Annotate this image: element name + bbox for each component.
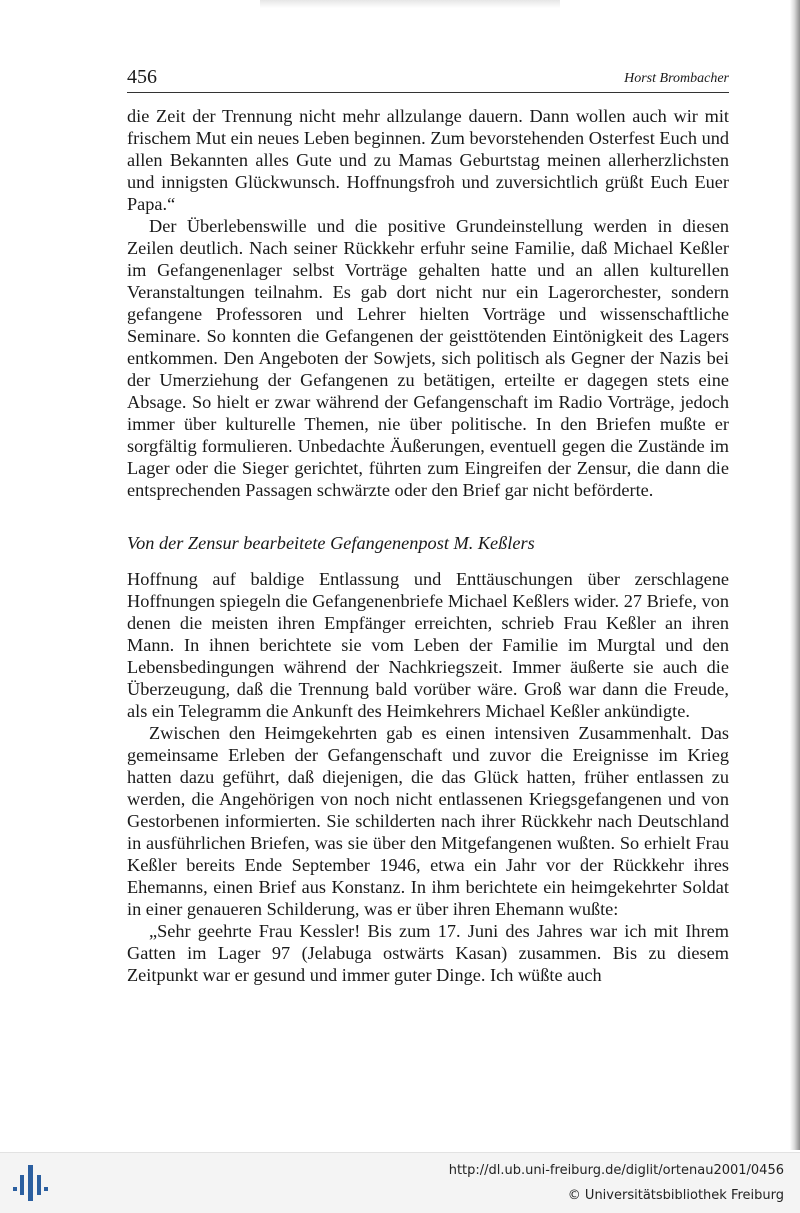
- page-number: 456: [127, 66, 157, 88]
- logo-bar: [37, 1175, 41, 1195]
- page-top-shadow: [260, 0, 560, 8]
- logo-bar: [13, 1187, 17, 1191]
- footer-copyright: © Universitätsbibliothek Freiburg: [567, 1188, 784, 1203]
- body-text: [127, 105, 729, 986]
- paragraph: „Sehr geehrte Frau Kessler! Bis zum 17. Juni des Jahres war ich mit Ihrem Gatten im Lager 97 (Jelabuga ostwärts Kasan) zusammen. Bis zu diesem Zeitpunkt war er gesund und immer guter Dinge. Ich wüßte auch: [127, 921, 729, 985]
- paragraph: Der Überlebenswille und die positive Grundeinstellung werden in diesen Zeilen deutlich. Nach seiner Rückkehr erfuhr seine Familie, daß Michael Keßler im Gefangenenlager selbst Vorträge gehalten hatte und an allen kulturellen Veranstaltungen teilnahm. Es gab dort nicht nur ein Lagerorchester, sondern gefangene Professoren und Lehrer hielten Vorträge und wissenschaftliche Seminare. So konnten die Gefangenen der geisttötenden Eintönigkeit des Lagers entkommen. Den Angeboten der Sowjets, sich politisch als Gegner der Nazis bei der Umerziehung der Gefangenen zu betätigen, erteilte er dagegen stets eine Absage. So hielt er zwar während der Gefangenschaft im Radio Vorträge, jedoch immer über kulturelle Themen, nie über politische. In den Briefen mußte er sorgfältig formulieren. Unbedachte Äußerungen, eventuell gegen die Zustände im Lager oder die Sieger gerichtet, führten zum Eingreifen der Zensur, die dann die entsprechenden Passagen schwärzte oder den Brief gar nicht beförderte.: [127, 216, 729, 500]
- paragraph: Hoffnung auf baldige Entlassung und Enttäuschungen über zerschlagene Hoffnungen spiegeln die Gefangenenbriefe Michael Keßlers wider. 27 Briefe, von denen die meisten ihren Empfänger erreichten, schrieb Frau Keßler an ihren Mann. In ihnen berichtete sie vom Leben der Familie im Murgtal und den Lebensbedingungen während der Nachkriegszeit. Immer äußerte sie auch die Überzeugung, daß die Trennung bald vorüber wäre. Groß war dann die Freude, als ein Telegramm die Ankunft des Heimkehrers Michael Keßler ankündigte.: [127, 569, 729, 721]
- footer-bar: [0, 1152, 800, 1213]
- logo-bar: [44, 1187, 48, 1191]
- paragraph: Zwischen den Heimgekehrten gab es einen intensiven Zusammenhalt. Das gemeinsame Erleben der Gefangenschaft und zuvor die Ereignisse im Krieg hatten dazu geführt, daß diejenigen, die das Glück hatten, früher entlassen zu werden, die Angehörigen von noch nicht entlassenen Kriegsgefangenen und von Gestorbenen informierten. Sie schilderten nach ihrer Rückkehr nach Deutschland in ausführlichen Briefen, was sie über den Mitgefangenen wußten. So erhielt Frau Keßler bereits Ende September 1946, etwa ein Jahr vor der Rückkehr ihres Ehemanns, einen Brief aus Konstanz. In ihm berichtete ein heimgekehrter Soldat in einer genaueren Schilderung, was er über ihren Ehemann wußte:: [127, 723, 729, 919]
- running-head: Horst Brombacher: [624, 71, 729, 86]
- footer-url-link[interactable]: http://dl.ub.uni-freiburg.de/diglit/ortenau2001/0456: [448, 1163, 784, 1178]
- ub-freiburg-logo-icon[interactable]: [10, 1163, 50, 1203]
- logo-bar: [20, 1175, 24, 1195]
- page-edge-shadow: [790, 0, 800, 1150]
- paragraph: die Zeit der Trennung nicht mehr allzulange dauern. Dann wollen auch wir mit frischem Mut ein neues Leben beginnen. Zum bevorstehenden Osterfest Euch und allen Bekannten alles Gute und zu Mamas Geburtstag meinen allerherzlichsten und innigsten Glückwunsch. Hoffnungsfroh und zuversichtlich grüßt Euch Euer Papa.“: [127, 106, 729, 214]
- logo-bar: [28, 1165, 33, 1201]
- section-heading: Von der Zensur bearbeitete Gefangenenpost M. Keßlers: [127, 533, 535, 553]
- page-header: [127, 66, 729, 93]
